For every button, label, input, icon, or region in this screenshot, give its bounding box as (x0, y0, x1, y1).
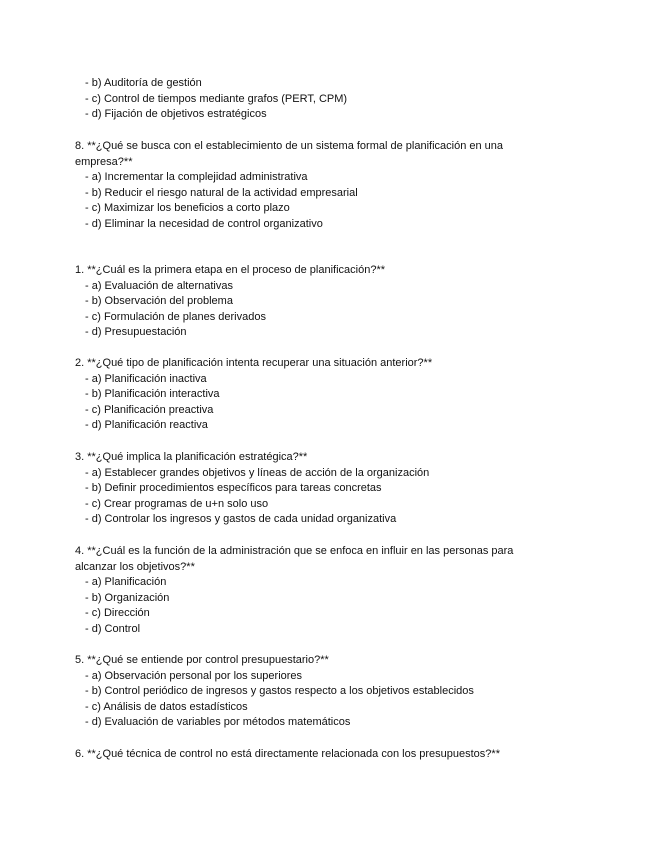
question-text: 8. **¿Qué se busca con el establecimiento de un sistema formal de planificación en una empresa?** (75, 140, 504, 168)
question-3 (75, 450, 545, 528)
continued-options (75, 76, 545, 123)
option: - d) Planificación reactiva (85, 419, 208, 431)
option: - b) Observación del problema (85, 295, 233, 307)
option: - d) Presupuestación (85, 326, 187, 338)
option: - d) Fijación de objetivos estratégicos (85, 108, 267, 120)
option: - c) Análisis de datos estadísticos (85, 700, 248, 713)
question-text: 4. **¿Cuál es la función de la administración que se enfoca en influir en las personas para alcanzar los objetivos?** (75, 545, 514, 573)
option: - a) Planificación inactiva (85, 372, 207, 385)
option: - c) Formulación de planes derivados (85, 310, 266, 323)
question-1 (75, 263, 545, 341)
option: - a) Evaluación de alternativas (85, 279, 233, 292)
question-text: 5. **¿Qué se entiende por control presupuestario?** (75, 654, 329, 666)
option: - c) Maximizar los beneficios a corto plazo (85, 202, 290, 214)
question-text: 3. **¿Qué implica la planificación estratégica?** (75, 451, 308, 463)
option: - b) Control periódico de ingresos y gastos respecto a los objetivos establecidos (85, 685, 474, 697)
option: - b) Organización (85, 591, 170, 604)
option: - a) Establecer grandes objetivos y líneas de acción de la organización (85, 466, 430, 479)
option: - a) Observación personal por los superiores (85, 669, 303, 682)
option: - c) Control de tiempos mediante grafos (PERT, CPM) (85, 92, 348, 105)
option: - b) Reducir el riesgo natural de la actividad empresarial (85, 186, 358, 199)
option: - d) Evaluación de variables por métodos matemáticos (85, 716, 351, 728)
option: - a) Planificación (85, 576, 167, 588)
option: - a) Incrementar la complejidad administrativa (85, 171, 308, 183)
option: - c) Crear programas de u+n solo uso (85, 497, 269, 510)
question-text: 6. **¿Qué técnica de control no está directamente relacionada con los presupuestos?** (75, 748, 500, 760)
question-5 (75, 653, 545, 731)
option: - d) Controlar los ingresos y gastos de cada unidad organizativa (85, 513, 397, 525)
question-4 (75, 544, 545, 637)
option: - c) Planificación preactiva (85, 403, 214, 416)
option: - b) Definir procedimientos específicos para tareas concretas (85, 482, 382, 494)
question-6 (75, 747, 545, 763)
option: - d) Eliminar la necesidad de control organizativo (85, 217, 323, 230)
question-text: 1. **¿Cuál es la primera etapa en el proceso de planificación?** (75, 264, 386, 276)
option: - d) Control (85, 622, 141, 635)
question-text: 2. **¿Qué tipo de planificación intenta recuperar una situación anterior?** (75, 357, 433, 369)
question-8 (75, 139, 545, 232)
option: - c) Dirección (85, 607, 150, 619)
option: - b) Planificación interactiva (85, 388, 220, 400)
question-2 (75, 356, 545, 434)
option: - b) Auditoría de gestión (85, 77, 202, 89)
